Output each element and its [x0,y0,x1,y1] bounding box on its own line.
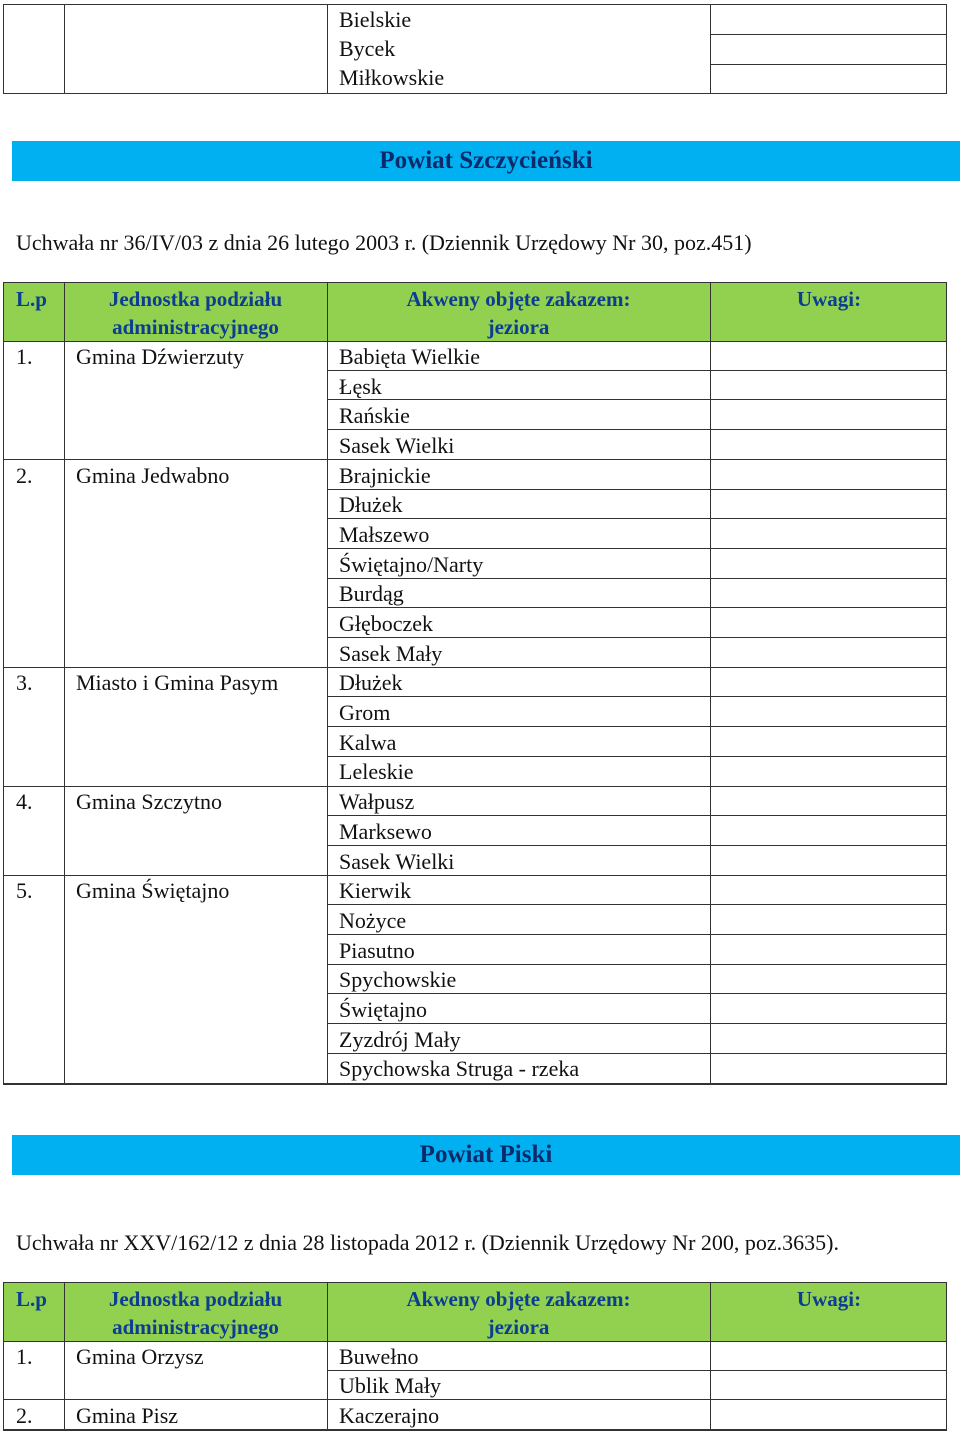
table-row [4,639,946,669]
row-number: 1. [16,343,33,369]
lake-name: Dłużek [339,492,403,518]
lakes-header-text: jeziora [487,315,550,339]
row-number: 1. [16,1343,33,1369]
table-header [4,283,946,342]
lake-name: Buwełno [339,1343,419,1369]
row-number: 3. [16,670,33,696]
lake-name: Małszewo [339,521,430,547]
table-row [4,401,946,431]
lake-name: Kaczerajno [339,1402,440,1428]
resolution-text: Uchwała nr XXV/162/12 z dnia 28 listopada 2012 r. (Dziennik Urzędowy Nr 200, poz.3635). [16,1230,839,1255]
table-row [4,1055,946,1085]
lake-name: Grom [339,700,391,726]
section-banner: Powiat Szczycieński [12,141,960,181]
unit-header-text: Jednostka podziału [108,1287,283,1311]
table-row [4,461,946,491]
lake-name: Świętajno/Narty [339,551,484,577]
unit-header-text: administracyjnego [112,315,279,339]
unit-header [64,283,327,341]
lake-name: Świętajno [339,996,427,1022]
lake-name: Kalwa [339,729,397,755]
lake-name: Łęsk [339,373,382,399]
admin-unit: Gmina Pisz [76,1402,179,1428]
row-number: 2. [16,1402,33,1428]
top-table [3,4,947,94]
table-row [4,728,946,758]
lakes-header-text: jeziora [487,1315,550,1339]
lake-name: Sasek Mały [339,640,443,666]
lake-name: Miłkowskie [339,64,445,90]
table-row [4,372,946,402]
table-row [4,669,946,699]
lake-name: Bielskie [339,6,412,32]
table-row [4,698,946,728]
table-row [4,906,946,936]
lake-name: Nożyce [339,907,407,933]
lake-name: Leleskie [339,759,414,785]
admin-unit: Gmina Jedwabno [76,462,230,488]
unit-header-text: administracyjnego [112,1315,279,1339]
table-row [4,787,946,817]
notes-header [710,1283,948,1341]
lake-name: Zyzdrój Mały [339,1026,461,1052]
table-row [4,550,946,580]
lake-name: Kierwik [339,878,412,904]
table-row [4,609,946,639]
notes-header [710,283,948,341]
lakes-header [327,1283,710,1341]
table-row [4,847,946,877]
table-row [4,876,946,906]
admin-unit: Gmina Orzysz [76,1343,204,1369]
lakes-table-szczycienski [3,282,947,1085]
notes-header-text: Uwagi: [796,287,862,311]
table-row [4,490,946,520]
lake-name: Piasutno [339,937,415,963]
table-header [4,1283,946,1342]
lake-name: Wałpusz [339,789,415,815]
table-row [4,817,946,847]
section-banner: Powiat Piski [12,1135,960,1175]
lp-header-text: L.p [16,287,47,311]
table-row [4,758,946,788]
lake-name: Dłużek [339,670,403,696]
resolution-text: Uchwała nr 36/IV/03 z dnia 26 lutego 2003 r. (Dziennik Urzędowy Nr 30, poz.451) [16,230,752,255]
row-number: 4. [16,789,33,815]
lakes-header-text: Akweny objęte zakazem: [406,1287,631,1311]
row-number: 2. [16,462,33,488]
unit-header-text: Jednostka podziału [108,287,283,311]
admin-unit: Gmina Szczytno [76,789,223,815]
admin-unit: Miasto i Gmina Pasym [76,670,279,696]
admin-unit: Gmina Dźwierzuty [76,343,244,369]
unit-header [64,1283,327,1341]
table-row [4,1401,946,1431]
lp-header [4,283,64,341]
lake-name: Sasek Wielki [339,848,455,874]
table-row [4,342,946,372]
lake-name: Burdąg [339,581,404,607]
admin-unit: Gmina Świętajno [76,878,230,904]
table-row [4,1025,946,1055]
lakes-table-piski [3,1282,947,1431]
lakes-header [327,283,710,341]
lp-header-text: L.p [16,1287,47,1311]
table-row [4,431,946,461]
table-row [4,995,946,1025]
notes-header-text: Uwagi: [796,1287,862,1311]
lake-name: Głęboczek [339,611,434,637]
lake-name: Babięta Wielkie [339,343,481,369]
table-row [4,580,946,610]
table-row [4,1372,946,1402]
lp-header [4,1283,64,1341]
lake-name: Rańskie [339,403,410,429]
lake-name: Marksewo [339,818,432,844]
table-row [4,965,946,995]
table-row [4,936,946,966]
table-row [4,1342,946,1372]
lakes-header-text: Akweny objęte zakazem: [406,287,631,311]
lake-name: Brajnickie [339,462,431,488]
lake-name: Sasek Wielki [339,432,455,458]
lake-name: Spychowskie [339,967,457,993]
lake-name: Spychowska Struga - rzeka [339,1056,580,1082]
lake-name: Bycek [339,35,396,61]
row-number: 5. [16,878,33,904]
lake-name: Ublik Mały [339,1373,442,1399]
table-row [4,520,946,550]
